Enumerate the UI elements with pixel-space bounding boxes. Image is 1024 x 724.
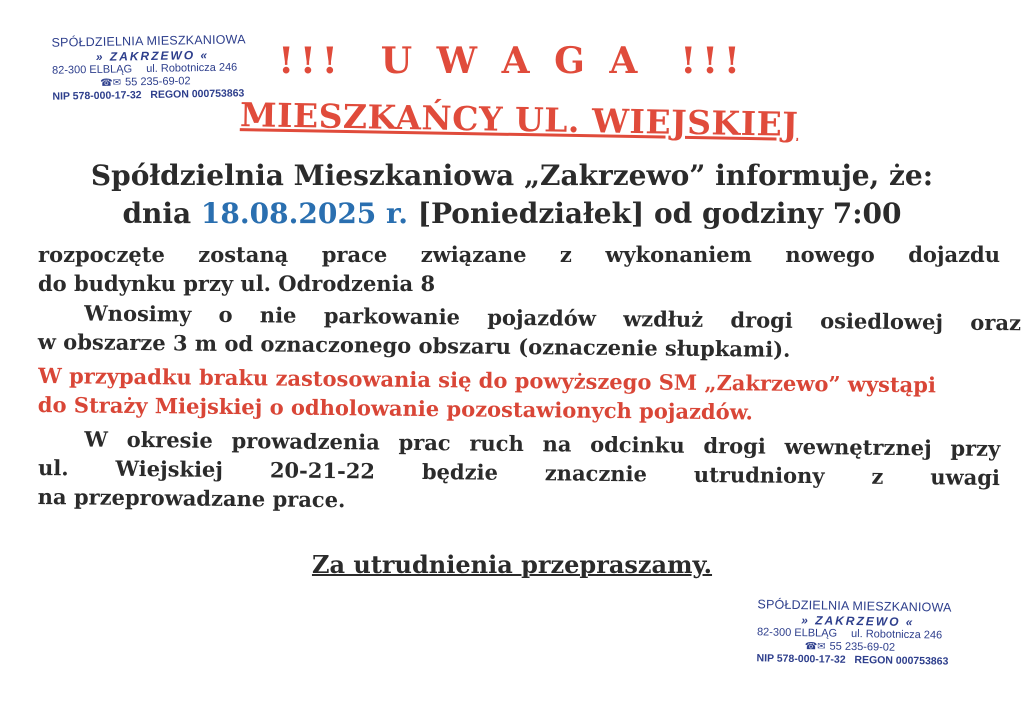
date-value: 18.08.2025 r. (200, 197, 408, 230)
stamp-nip: NIP 578-000-17-32 (52, 88, 142, 103)
paragraph-line: Wnosimy o nie parkowanie pojazdów wzdłuż drogi osiedlowej oraz (84, 300, 1022, 336)
paragraph-line: w obszarze 3 m od oznaczonego obszaru (oznaczenie słupkami). (37, 328, 791, 362)
paragraph-line: ul. Wiejskiej 20-21-22 będzie znacznie utrudniony z uwagi (37, 454, 1001, 491)
stamp-street: ul. Robotnicza 246 (850, 627, 943, 642)
residents-heading: MIESZKAŃCY UL. WIEJSKIEJ (239, 95, 799, 144)
info-line: Spółdzielnia Mieszkaniowa „Zakrzewo” informuje, że: (90, 159, 934, 192)
stamp-postal: 82-300 ELBLĄG (756, 626, 838, 640)
stamp-brand: » ZAKRZEWO « (801, 612, 915, 629)
stamp-ids (756, 652, 950, 668)
stamp-postal: 82-300 ELBLĄG (51, 63, 133, 77)
phone-fax-icon: ☎✉ (804, 641, 826, 653)
paragraph-towing-warning (38, 361, 1001, 429)
paragraph-line: rozpoczęte zostaną prace związane z wykonaniem nowego dojazdu (38, 242, 1000, 267)
date-line (0, 197, 1024, 230)
paragraph-line: do Straży Miejskiej o odholowanie pozostawionych pojazdów. (37, 391, 754, 425)
cooperative-stamp-bottom (756, 597, 951, 668)
alert-heading: !!! U W A G A !!! (278, 40, 746, 82)
apology-line: Za utrudnienia przepraszamy. (311, 550, 713, 579)
paragraph-works (38, 240, 1000, 298)
paragraph-line: na przeprowadzane prace. (37, 483, 346, 513)
stamp-brand: » ZAKRZEWO « (95, 47, 210, 64)
date-suffix: [Poniedziałek] od godziny 7:00 (417, 197, 902, 230)
paragraph-line: do budynku przy ul. Odrodzenia 8 (38, 271, 436, 296)
stamp-regon: REGON 000753863 (150, 87, 245, 101)
paragraph-parking (37, 298, 1022, 366)
stamp-nip: NIP 578-000-17-32 (756, 652, 846, 666)
stamp-street: ul. Robotnicza 246 (146, 61, 238, 75)
paragraph-traffic (38, 424, 1001, 521)
stamp-phone: 55 235-69-02 (124, 75, 191, 89)
stamp-regon: REGON 000753863 (854, 653, 949, 668)
phone-fax-icon: ☎✉ (100, 77, 122, 89)
paragraph-line: W przypadku braku zastosowania się do powyższego SM „Zakrzewo” wystąpi (38, 362, 937, 398)
stamp-ids (52, 87, 246, 103)
stamp-name: SPÓŁDZIELNIA MIESZKANIOWA (51, 32, 246, 50)
stamp-phone: 55 235-69-02 (829, 640, 896, 654)
stamp-name: SPÓŁDZIELNIA MIESZKANIOWA (757, 597, 952, 615)
date-prefix: dnia (122, 197, 192, 230)
paragraph-line: W okresie prowadzenia prac ruch na odcinku drogi wewnętrznej przy (84, 426, 1001, 462)
